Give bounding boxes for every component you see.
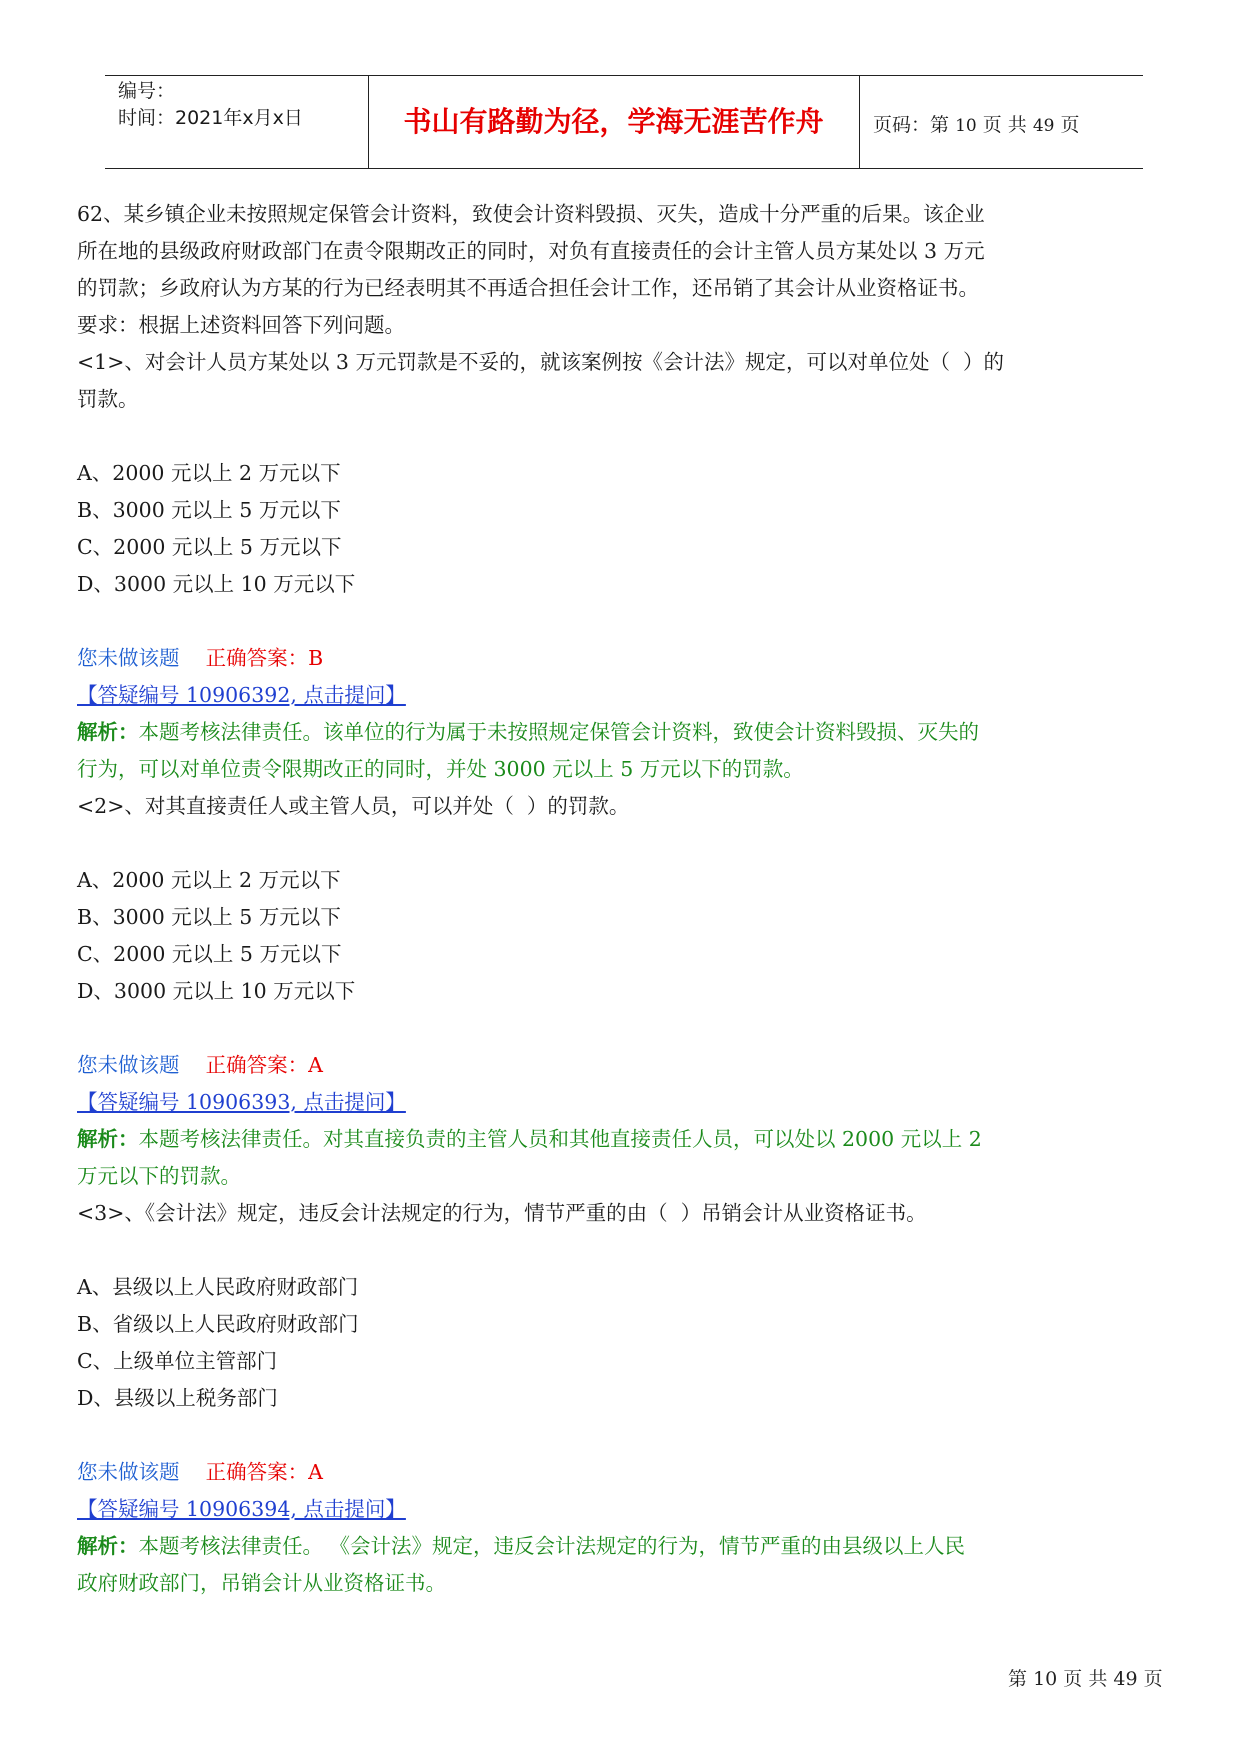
analysis-line: 政府财政部门，吊销会计从业资格证书。 — [77, 1571, 446, 1595]
option-a[interactable]: A、2000 元以上 2 万元以下 — [77, 461, 341, 485]
not-answered-status: 您未做该题 — [77, 1053, 180, 1077]
page-label-suffix: 页 — [1060, 114, 1080, 136]
header-rule-top — [105, 75, 1143, 76]
option-b[interactable]: B、省级以上人民政府财政部门 — [77, 1312, 359, 1336]
header-divider-right — [859, 75, 860, 168]
answer-row — [77, 1047, 1177, 1084]
spacer — [77, 418, 1177, 455]
correct-answer: 正确答案：A — [205, 1460, 323, 1484]
page-total: 49 — [1032, 116, 1055, 136]
analysis-label: 解析： — [77, 720, 139, 744]
ask-question-row — [77, 677, 1177, 714]
analysis-line — [77, 1121, 1177, 1158]
sub-question-prompt: <1>、对会计人员方某处以 3 万元罚款是不妥的，就该案例按《会计法》规定，可以对单位处（ ）的 — [77, 350, 1005, 374]
footer-suffix: 页 — [1143, 1668, 1163, 1690]
document-time: 时间：2021年x月x日 — [118, 107, 303, 129]
page-label-mid: 页 共 — [982, 114, 1027, 136]
page-footer — [1008, 1664, 1163, 1691]
analysis-text: 本题考核法律责任。该单位的行为属于未按照规定保管会计资料，致使会计资料毁损、灭失的 — [138, 720, 979, 744]
footer-total-pages: 49 — [1113, 1668, 1138, 1690]
option-d[interactable]: D、3000 元以上 10 万元以下 — [77, 572, 356, 596]
footer-prefix: 第 — [1008, 1668, 1028, 1690]
header-meta — [118, 78, 303, 132]
footer-mid: 页 共 — [1063, 1668, 1108, 1690]
header-page-indicator — [873, 110, 1080, 137]
spacer — [77, 1232, 1177, 1269]
analysis-line: 行为，可以对单位责令限期改正的同时，并处 3000 元以上 5 万元以下的罚款。 — [77, 757, 804, 781]
option-c[interactable]: C、上级单位主管部门 — [77, 1349, 278, 1373]
option-a[interactable]: A、县级以上人民政府财政部门 — [77, 1275, 359, 1299]
option-c[interactable]: C、2000 元以上 5 万元以下 — [77, 942, 342, 966]
header-motto: 书山有路勤为径，学海无涯苦作舟 — [403, 105, 824, 138]
option-a[interactable]: A、2000 元以上 2 万元以下 — [77, 868, 341, 892]
spacer — [77, 1417, 1177, 1454]
page-current: 10 — [955, 116, 977, 136]
sub-question-prompt: <3>、《会计法》规定，违反会计法规定的行为，情节严重的由（ ）吊销会计从业资格证书。 — [77, 1201, 927, 1225]
option-d[interactable]: D、3000 元以上 10 万元以下 — [77, 979, 356, 1003]
footer-current-page: 10 — [1033, 1668, 1058, 1690]
sub-question-prompt: 罚款。 — [77, 387, 139, 411]
option-b[interactable]: B、3000 元以上 5 万元以下 — [77, 905, 341, 929]
correct-answer: 正确答案：B — [205, 646, 324, 670]
analysis-line — [77, 1528, 1177, 1565]
sub-question-prompt: <2>、对其直接责任人或主管人员，可以并处（ ）的罚款。 — [77, 794, 630, 818]
spacer — [77, 1010, 1177, 1047]
question-body — [77, 196, 1177, 1602]
analysis-text: 本题考核法律责任。对其直接负责的主管人员和其他直接责任人员，可以处以 2000 元以上 2 — [138, 1127, 982, 1151]
analysis-line — [77, 714, 1177, 751]
spacer — [77, 825, 1177, 862]
question-stem-line: 要求：根据上述资料回答下列问题。 — [77, 313, 405, 337]
question-stem-line: 所在地的县级政府财政部门在责令限期改正的同时，对负有直接责任的会计主管人员方某处以 3 万元 — [77, 239, 985, 263]
analysis-text: 本题考核法律责任。 《会计法》规定，违反会计法规定的行为，情节严重的由县级以上人民 — [138, 1534, 966, 1558]
not-answered-status: 您未做该题 — [77, 646, 180, 670]
analysis-label: 解析： — [77, 1534, 139, 1558]
ask-question-link[interactable]: 【答疑编号 10906394, 点击提问】 — [77, 1497, 406, 1521]
ask-question-row — [77, 1491, 1177, 1528]
option-c[interactable]: C、2000 元以上 5 万元以下 — [77, 535, 342, 559]
page-label-prefix: 页码：第 — [873, 114, 950, 136]
option-d[interactable]: D、县级以上税务部门 — [77, 1386, 278, 1410]
answer-row — [77, 640, 1177, 677]
not-answered-status: 您未做该题 — [77, 1460, 180, 1484]
option-b[interactable]: B、3000 元以上 5 万元以下 — [77, 498, 341, 522]
analysis-label: 解析： — [77, 1127, 139, 1151]
spacer — [77, 603, 1177, 640]
question-stem-line: 62、某乡镇企业未按照规定保管会计资料，致使会计资料毁损、灭失，造成十分严重的后果。该企业 — [77, 202, 985, 226]
analysis-line: 万元以下的罚款。 — [77, 1164, 241, 1188]
question-stem-line: 的罚款；乡政府认为方某的行为已经表明其不再适合担任会计工作，还吊销了其会计从业资格证书。 — [77, 276, 979, 300]
ask-question-link[interactable]: 【答疑编号 10906393, 点击提问】 — [77, 1090, 406, 1114]
header-rule-bottom — [105, 168, 1143, 169]
answer-row — [77, 1454, 1177, 1491]
ask-question-link[interactable]: 【答疑编号 10906392, 点击提问】 — [77, 683, 406, 707]
ask-question-row — [77, 1084, 1177, 1121]
document-number-label: 编号： — [118, 80, 176, 102]
correct-answer: 正确答案：A — [205, 1053, 323, 1077]
